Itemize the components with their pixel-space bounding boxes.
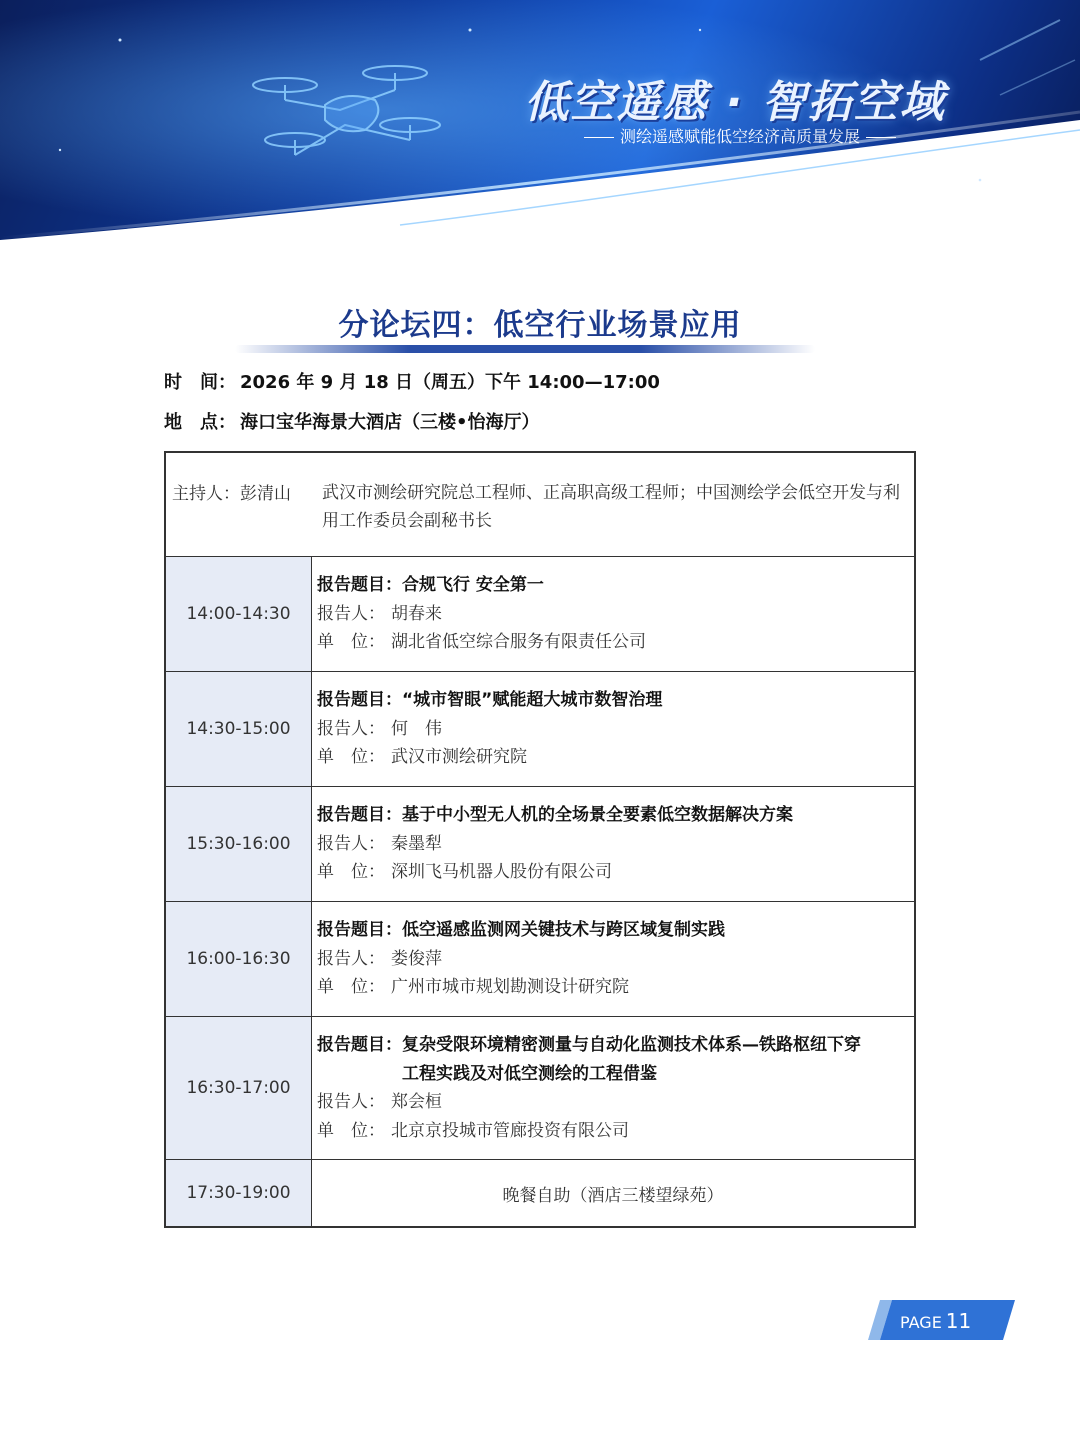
speaker-label: 报告人：	[317, 833, 385, 854]
place-value: 海口宝华海景大酒店（三楼•怡海厅）	[240, 412, 540, 433]
session-row	[166, 1017, 914, 1160]
place-label: 地 点：	[164, 412, 236, 433]
session-topic	[317, 1031, 914, 1088]
session-time: 15:30-16:00	[166, 787, 312, 901]
topic-text: “城市智眼”赋能超大城市数智治理	[402, 690, 663, 710]
page-number-tag	[868, 1300, 1018, 1340]
speaker-name: 郑会桓	[391, 1092, 442, 1112]
schedule-table	[164, 451, 916, 1228]
page-label: PAGE	[900, 1313, 942, 1332]
session-unit	[317, 1117, 914, 1146]
unit-name: 广州市城市规划勘测设计研究院	[391, 977, 629, 997]
page-number-value: 11	[945, 1309, 972, 1333]
topic-text: 合规飞行 安全第一	[402, 575, 544, 595]
dinner-time: 17:30-19:00	[166, 1160, 312, 1226]
session-speaker	[317, 945, 914, 974]
host-row	[166, 453, 914, 557]
session-topic	[317, 801, 914, 830]
host-description: 武汉市测绘研究院总工程师、正高职高级工程师；中国测绘学会低空开发与利用工作委员会副秘书长	[322, 483, 900, 531]
session-unit	[317, 973, 914, 1002]
host-label: 主持人：彭清山	[172, 484, 291, 504]
dinner-row	[166, 1160, 914, 1226]
session-topic	[317, 686, 914, 715]
time-label: 时 间：	[164, 372, 236, 393]
banner-title: 低空遥感 · 智拓空域	[524, 77, 946, 128]
banner-subtitle	[560, 124, 920, 147]
unit-label: 单 位：	[317, 977, 385, 997]
session-body	[312, 902, 914, 1016]
session-time: 16:00-16:30	[166, 902, 312, 1016]
session-unit	[317, 628, 914, 657]
session-time: 14:30-15:00	[166, 672, 312, 786]
topic-label: 报告题目：	[317, 805, 402, 825]
session-unit	[317, 743, 914, 772]
place-info	[164, 408, 540, 434]
unit-label: 单 位：	[317, 1120, 385, 1141]
speaker-label: 报告人：	[317, 603, 385, 624]
subtitle-dash-right	[866, 137, 896, 138]
session-body	[312, 557, 914, 671]
unit-label: 单 位：	[317, 747, 385, 767]
topic-label: 报告题目：	[317, 575, 402, 595]
session-row	[166, 902, 914, 1017]
speaker-name: 胡春来	[391, 603, 442, 624]
speaker-name: 秦墨犁	[391, 833, 442, 854]
session-speaker	[317, 1088, 914, 1117]
session-topic	[317, 571, 914, 600]
speaker-label: 报告人：	[317, 948, 385, 969]
time-value: 2026 年 9 月 18 日（周五）下午 14:00—17:00	[240, 372, 660, 393]
session-speaker	[317, 830, 914, 859]
session-row	[166, 557, 914, 672]
page-number	[900, 1309, 971, 1333]
topic-text: 复杂受限环境精密测量与自动化监测技术体系—铁路枢纽下穿工程实践及对低空测绘的工程借鉴	[402, 1035, 861, 1084]
unit-name: 武汉市测绘研究院	[391, 747, 527, 767]
session-unit	[317, 858, 914, 887]
unit-name: 深圳飞马机器人股份有限公司	[391, 862, 612, 882]
session-topic	[317, 916, 914, 945]
speaker-name: 何 伟	[391, 718, 442, 739]
header-banner	[0, 0, 1080, 245]
dinner-text: 晚餐自助（酒店三楼望绿苑）	[502, 1185, 724, 1206]
session-time: 14:00-14:30	[166, 557, 312, 671]
topic-label: 报告题目：	[317, 920, 402, 940]
time-info	[164, 368, 660, 394]
unit-label: 单 位：	[317, 632, 385, 652]
unit-name: 北京京投城市管廊投资有限公司	[391, 1120, 629, 1141]
subtitle-dash-left	[584, 137, 614, 138]
topic-label: 报告题目：	[317, 1035, 402, 1055]
topic-text: 低空遥感监测网关键技术与跨区域复制实践	[402, 920, 725, 940]
drone-icon	[245, 55, 445, 175]
session-body	[312, 672, 914, 786]
session-body	[312, 787, 914, 901]
speaker-label: 报告人：	[317, 1092, 385, 1112]
session-speaker	[317, 600, 914, 629]
session-speaker	[317, 715, 914, 744]
session-row	[166, 787, 914, 902]
session-time: 16:30-17:00	[166, 1017, 312, 1159]
topic-text: 基于中小型无人机的全场景全要素低空数据解决方案	[402, 805, 793, 825]
title-underline	[235, 345, 815, 353]
unit-name: 湖北省低空综合服务有限责任公司	[391, 632, 646, 652]
session-row	[166, 672, 914, 787]
topic-label: 报告题目：	[317, 690, 402, 710]
session-body	[312, 1017, 914, 1159]
banner-subtitle-text: 测绘遥感赋能低空经济高质量发展	[619, 127, 860, 146]
speaker-name: 娄俊萍	[391, 948, 442, 969]
speaker-label: 报告人：	[317, 718, 385, 739]
unit-label: 单 位：	[317, 862, 385, 882]
section-title: 分论坛四：低空行业场景应用	[338, 308, 742, 343]
